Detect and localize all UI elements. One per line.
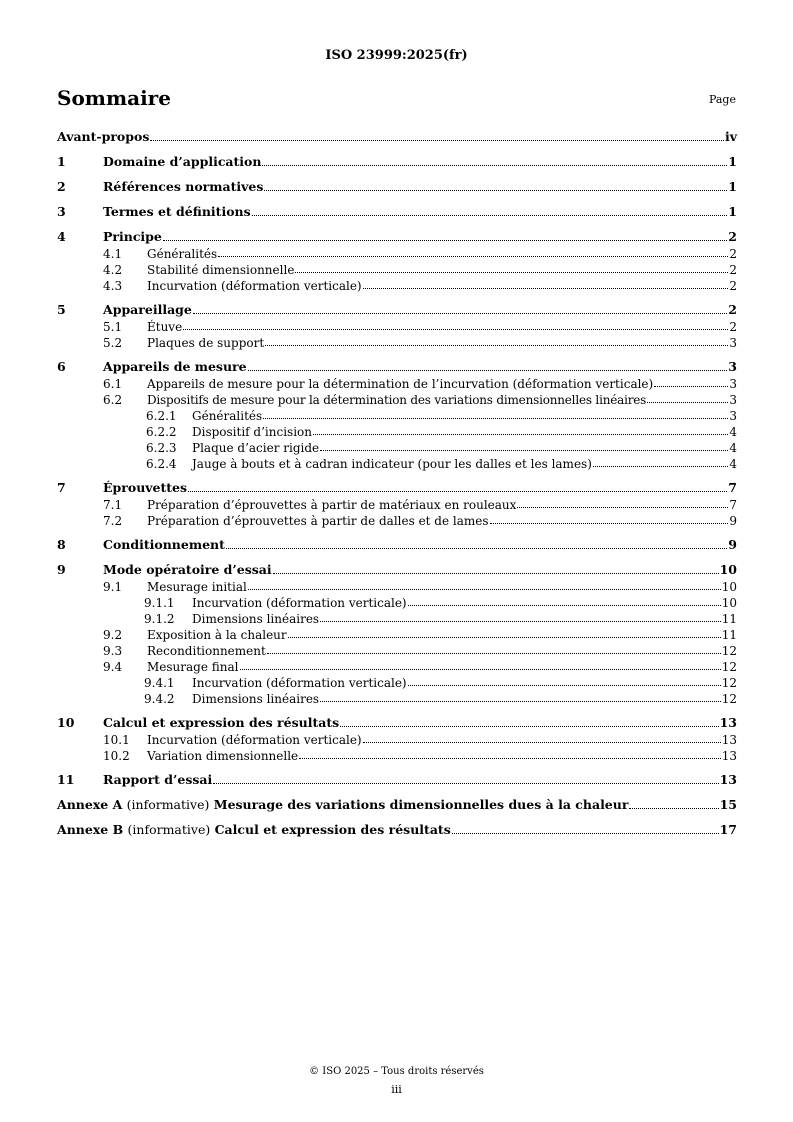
toc-entry-number: 6.2 — [103, 393, 123, 407]
toc-entry-9-4[interactable] — [57, 659, 737, 675]
toc-entry-number: 10.2 — [103, 749, 130, 763]
toc-entry-page: 3 — [729, 393, 737, 407]
page-column-label: Page — [708, 93, 736, 106]
toc-entry-4-3[interactable] — [57, 278, 737, 294]
toc-entry-page: 9 — [728, 537, 737, 552]
toc-entry-7-2[interactable] — [57, 513, 737, 529]
toc-entry-number: 6.2.4 — [146, 457, 177, 471]
toc-entry-number: 6.2.3 — [146, 441, 177, 455]
toc-entry-text: Variation dimensionnelle — [147, 749, 299, 763]
toc-entry-page: 11 — [721, 628, 737, 642]
toc-entry-text: Dispositifs de mesure pour la détermination des variations dimensionnelles linéaires — [147, 393, 647, 407]
toc-entry-page: iv — [724, 129, 737, 144]
toc-entry-10-1[interactable] — [57, 732, 737, 748]
toc-entry-text: Plaque d’acier rigide — [192, 441, 320, 455]
toc-entry-page: 4 — [729, 441, 737, 455]
toc-entry-number: 7.1 — [103, 498, 123, 512]
toc-entry-10-2[interactable] — [57, 748, 737, 764]
toc-entry-number: 5 — [57, 302, 66, 317]
toc-annex-label: Annexe A — [57, 797, 123, 812]
toc-entry-text: Jauge à bouts et à cadran indicateur (pour les dalles et les lames) — [192, 457, 592, 471]
toc-entry-5-2[interactable] — [57, 335, 737, 351]
toc-annex-label: Annexe B — [57, 822, 124, 837]
toc-entry-9[interactable] — [57, 561, 737, 579]
toc-entry-page: 10 — [719, 562, 737, 577]
toc-entry-page: 1 — [728, 154, 737, 169]
toc-entry-text: Mesurage des variations dimensionnelles dues à la chaleur — [213, 797, 629, 812]
toc-entry-page: 3 — [729, 336, 737, 350]
toc-entry-text: Incurvation (déformation verticale) — [192, 676, 407, 690]
toc-entry-text: Généralités — [147, 247, 218, 261]
toc-entry-page: 12 — [721, 676, 737, 690]
toc-entry-number: 6.1 — [103, 377, 123, 391]
copyright-footer: © ISO 2025 – Tous droits réservés — [309, 1066, 484, 1077]
toc-entry-page: 3 — [728, 359, 737, 374]
toc-entry-number: 1 — [57, 154, 66, 169]
toc-entry-text: Calcul et expression des résultats — [214, 822, 451, 837]
toc-entry-number: 4.3 — [103, 279, 123, 293]
toc-entry-page: 7 — [729, 498, 737, 512]
toc-entry-number: 4.2 — [103, 263, 123, 277]
toc-entry-number: 7.2 — [103, 514, 123, 528]
toc-entry-text: Incurvation (déformation verticale) — [147, 733, 362, 747]
toc-entry-annex-b[interactable] — [57, 821, 737, 839]
toc-entry-text: Reconditionnement — [147, 644, 266, 658]
toc-entry-text: Mode opératoire d’essai — [103, 562, 272, 577]
toc-entry-number: 7 — [57, 480, 66, 495]
toc-entry-text: Rapport d’essai — [103, 772, 213, 787]
toc-entry-number: 9.4.2 — [144, 692, 175, 706]
toc-entry-page: 7 — [728, 480, 737, 495]
toc-entry-text: Domaine d’application — [103, 154, 262, 169]
toc-entry-page: 2 — [729, 279, 737, 293]
toc-entry-1[interactable] — [57, 153, 737, 171]
toc-entry-text: Exposition à la chaleur — [147, 628, 287, 642]
toc-entry-page: 11 — [721, 612, 737, 626]
toc-entry-text: Dimensions linéaires — [192, 692, 320, 706]
toc-entry-text: Plaques de support — [147, 336, 265, 350]
toc-entry-number: 4.1 — [103, 247, 123, 261]
toc-entry-text: Généralités — [192, 409, 263, 423]
toc-entry-text: Calcul et expression des résultats — [103, 715, 340, 730]
toc-annex-kind: (informative) — [126, 797, 210, 812]
toc-entry-4[interactable] — [57, 228, 737, 246]
toc-entry-11[interactable] — [57, 771, 737, 789]
toc-entry-number: 11 — [57, 772, 75, 787]
toc-entry-page: 1 — [728, 204, 737, 219]
toc-entry-7[interactable] — [57, 479, 737, 497]
toc-entry-number: 9.3 — [103, 644, 123, 658]
toc-entry-text: Mesurage final — [147, 660, 239, 674]
toc-entry-page: 2 — [728, 229, 737, 244]
toc-entry-text: Dimensions linéaires — [192, 612, 320, 626]
toc-entry-text: Préparation d’éprouvettes à partir de matériaux en rouleaux — [147, 498, 517, 512]
toc-entry-page: 13 — [721, 733, 737, 747]
toc-entry-number: 9.4 — [103, 660, 123, 674]
table-of-contents — [57, 128, 737, 839]
page-title: Sommaire — [57, 86, 171, 110]
toc-entry-text: Incurvation (déformation verticale) — [147, 279, 362, 293]
toc-entry-number: 10.1 — [103, 733, 130, 747]
toc-entry-text: Principe — [103, 229, 162, 244]
toc-entry-text: Stabilité dimensionnelle — [147, 263, 295, 277]
toc-entry-page: 3 — [729, 409, 737, 423]
toc-entry-9-1-1[interactable] — [57, 595, 737, 611]
toc-entry-text: Avant-propos — [57, 129, 150, 144]
toc-entry-6-2-1[interactable] — [57, 408, 737, 424]
toc-entry-page: 12 — [721, 692, 737, 706]
toc-entry-9-2[interactable] — [57, 627, 737, 643]
toc-entry-text: Appareils de mesure pour la détermination de l’incurvation (déformation verticale) — [147, 377, 654, 391]
toc-entry-text: Éprouvettes — [103, 480, 188, 495]
toc-entry-page: 4 — [729, 457, 737, 471]
toc-entry-number: 6.2.2 — [146, 425, 177, 439]
toc-entry-page: 12 — [721, 660, 737, 674]
document-header: ISO 23999:2025(fr) — [325, 48, 468, 63]
toc-entry-page: 10 — [721, 580, 737, 594]
toc-entry-page: 12 — [721, 644, 737, 658]
toc-entry-page: 15 — [719, 797, 737, 812]
toc-entry-number: 9.2 — [103, 628, 123, 642]
toc-entry-text: Appareillage — [103, 302, 192, 317]
toc-entry-6-2[interactable] — [57, 392, 737, 408]
toc-entry-page: 1 — [728, 179, 737, 194]
toc-annex-kind: (informative) — [127, 822, 211, 837]
toc-entry-6-2-3[interactable] — [57, 440, 737, 456]
toc-entry-number: 4 — [57, 229, 66, 244]
toc-entry-annex-a[interactable] — [57, 796, 737, 814]
toc-entry-9-1-2[interactable] — [57, 611, 737, 627]
toc-entry-text: Mesurage initial — [147, 580, 247, 594]
toc-entry-foreword[interactable] — [57, 128, 737, 146]
toc-entry-page: 2 — [729, 247, 737, 261]
toc-entry-number: 9.1 — [103, 580, 123, 594]
toc-entry-number: 6.2.1 — [146, 409, 177, 423]
toc-entry-number: 10 — [57, 715, 75, 730]
toc-entry-number: 2 — [57, 179, 66, 194]
toc-entry-4-2[interactable] — [57, 262, 737, 278]
toc-entry-text: Conditionnement — [103, 537, 225, 552]
toc-entry-number: 9.1.1 — [144, 596, 175, 610]
toc-entry-text: Préparation d’éprouvettes à partir de dalles et de lames — [147, 514, 489, 528]
toc-entry-page: 13 — [721, 749, 737, 763]
toc-entry-9-1[interactable] — [57, 579, 737, 595]
toc-entry-text: Termes et définitions — [103, 204, 251, 219]
toc-entry-10[interactable] — [57, 714, 737, 732]
toc-entry-text: Dispositif d’incision — [192, 425, 313, 439]
toc-entry-9-3[interactable] — [57, 643, 737, 659]
toc-entry-number: 8 — [57, 537, 66, 552]
toc-entry-number: 5.2 — [103, 336, 123, 350]
toc-entry-page: 10 — [721, 596, 737, 610]
toc-entry-number: 5.1 — [103, 320, 123, 334]
toc-entry-number: 3 — [57, 204, 66, 219]
toc-entry-3[interactable] — [57, 203, 737, 221]
toc-entry-text: Étuve — [147, 320, 183, 334]
toc-entry-page: 9 — [729, 514, 737, 528]
toc-entry-page: 17 — [719, 822, 737, 837]
toc-entry-text: Références normatives — [103, 179, 264, 194]
toc-entry-page: 13 — [719, 772, 737, 787]
toc-entry-number: 9.1.2 — [144, 612, 175, 626]
toc-entry-page: 2 — [728, 302, 737, 317]
toc-entry-5[interactable] — [57, 301, 737, 319]
toc-entry-page: 2 — [729, 263, 737, 277]
toc-entry-5-1[interactable] — [57, 319, 737, 335]
toc-entry-page: 3 — [729, 377, 737, 391]
toc-entry-7-1[interactable] — [57, 497, 737, 513]
toc-entry-number: 9.4.1 — [144, 676, 175, 690]
toc-entry-number: 9 — [57, 562, 66, 577]
toc-entry-6-2-4[interactable] — [57, 456, 737, 472]
toc-entry-text: Incurvation (déformation verticale) — [192, 596, 407, 610]
toc-entry-page: 2 — [729, 320, 737, 334]
toc-entry-6[interactable] — [57, 358, 737, 376]
page-number: iii — [391, 1083, 402, 1096]
toc-entry-2[interactable] — [57, 178, 737, 196]
toc-entry-text: Appareils de mesure — [103, 359, 247, 374]
toc-entry-4-1[interactable] — [57, 246, 737, 262]
toc-entry-9-4-2[interactable] — [57, 691, 737, 707]
toc-entry-page: 13 — [719, 715, 737, 730]
toc-entry-6-2-2[interactable] — [57, 424, 737, 440]
toc-entry-page: 4 — [729, 425, 737, 439]
toc-entry-6-1[interactable] — [57, 376, 737, 392]
toc-entry-8[interactable] — [57, 536, 737, 554]
toc-entry-number: 6 — [57, 359, 66, 374]
toc-entry-9-4-1[interactable] — [57, 675, 737, 691]
